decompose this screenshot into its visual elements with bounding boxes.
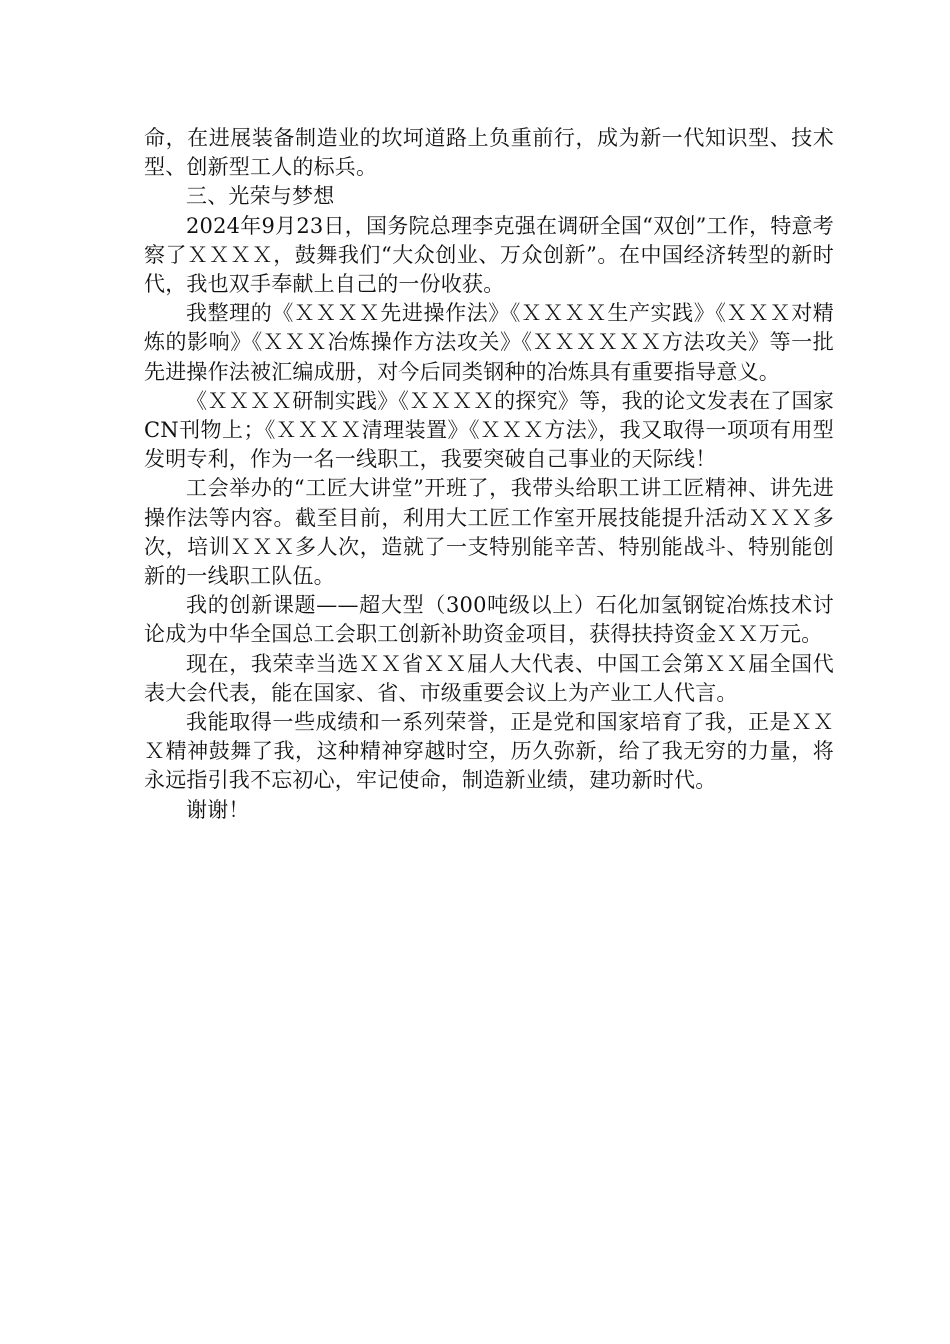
paragraph-innovation: 我的创新课题——超大型（300吨级以上）石化加氢钢锭冶炼技术讨论成为中华全国总工会职工创新补助资金项目，获得扶持资金ＸＸ万元。 — [144, 593, 834, 647]
paragraph-papers: 《ＸＸＸＸ研制实践》《ＸＸＸＸ的探究》等，我的论文发表在了国家CN刊物上；《ＸＸＸＸ清理装置》《ＸＸＸ方法》，我又取得一项项有用型发明专利，作为一名一线职工，我要突破自己事业的天际线！ — [144, 388, 834, 472]
paragraph-representative: 现在，我荣幸当选ＸＸ省ＸＸ届人大代表、中国工会第ＸＸ届全国代表大会代表，能在国家、省、市级重要会议上为产业工人代言。 — [144, 651, 834, 705]
document-body — [144, 124, 834, 825]
paragraph-achievements: 我能取得一些成绩和一系列荣誉，正是党和国家培育了我，正是ＸＸＸ精神鼓舞了我，这种精神穿越时空，历久弥新，给了我无穷的力量，将永远指引我不忘初心，牢记使命，制造新业绩，建功新时代。 — [144, 710, 834, 793]
paragraph-lecture: 工会举办的“工匠大讲堂”开班了，我带头给职工讲工匠精神、讲先进操作法等内容。截至目前，利用大工匠工作室开展技能提升活动ＸＸＸ多次，培训ＸＸＸ多人次，造就了一支特别能辛苦、特别能战斗、特别能创新的一线职工队伍。 — [144, 476, 834, 589]
paragraph-visit: 2024年9月23日，国务院总理李克强在调研全国“双创”工作，特意考察了ＸＸＸＸ，鼓舞我们“大众创业、万众创新”。在中国经济转型的新时代，我也双手奉献上自己的一份收获。 — [144, 213, 834, 297]
paragraph-continuation: 命，在进展装备制造业的坎坷道路上负重前行，成为新一代知识型、技术型、创新型工人的标兵。 — [144, 126, 834, 180]
section-heading: 三、光荣与梦想 — [186, 184, 335, 209]
paragraph-thanks: 谢谢！ — [186, 797, 250, 822]
paragraph-methods: 我整理的《ＸＸＸＸ先进操作法》《ＸＸＸＸ生产实践》《ＸＸＸ对精炼的影响》《ＸＸＸ冶炼操作方法攻关》《ＸＸＸＸＸＸ方法攻关》等一批先进操作法被汇编成册，对今后同类钢种的冶炼具有重要指导意义。 — [144, 301, 834, 384]
